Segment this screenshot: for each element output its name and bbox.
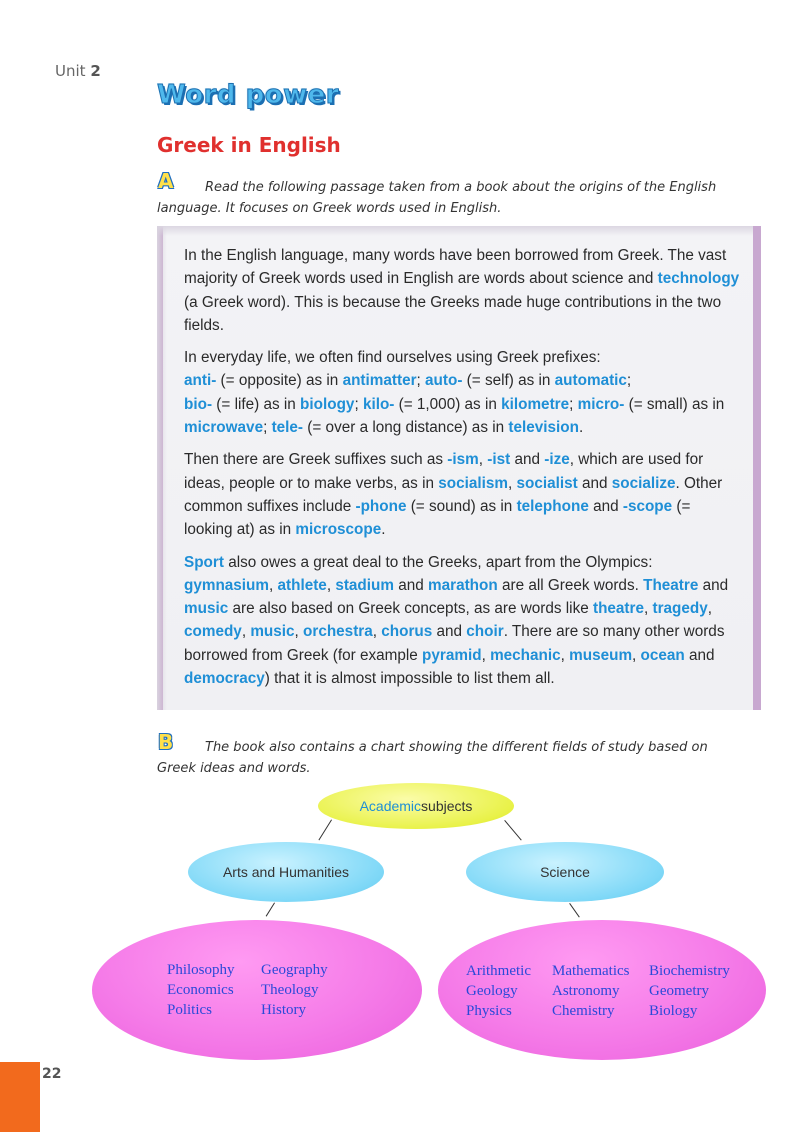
text: In the English language, many words have been borrowed from Greek. The vast majority of Greek words used in English are words about science and <box>184 247 727 288</box>
text: and <box>698 576 729 594</box>
text: and <box>432 623 467 641</box>
keyword: kilo- <box>362 395 395 413</box>
text: . Other common suffixes include <box>184 474 723 515</box>
science-col-1 <box>466 961 531 1021</box>
connector-line <box>569 903 580 918</box>
keyword: athlete <box>277 576 327 594</box>
subject: Politics <box>167 1002 213 1018</box>
text: also owes a great deal to the Greeks, apart from the Olympics: <box>223 553 653 571</box>
instruction-b: The book also contains a chart showing the different fields of study based on Greek ideas and words. <box>157 740 708 776</box>
text: ; <box>569 395 578 413</box>
keyword: micro- <box>577 395 625 413</box>
text: and <box>684 646 715 664</box>
keyword: museum <box>569 646 633 664</box>
connector-line <box>318 819 332 840</box>
text: , <box>560 646 570 664</box>
text: , which are used for ideas, people or to make verbs, as in <box>184 451 704 492</box>
text: , <box>372 623 382 641</box>
unit-number: 2 <box>90 62 101 80</box>
passage-paragraph-1 <box>184 244 740 337</box>
keyword: theatre <box>592 600 644 618</box>
text: , <box>241 623 251 641</box>
subject: Theology <box>261 982 319 998</box>
arts-col-1 <box>167 960 235 1020</box>
keyword: -phone <box>355 497 407 515</box>
text: ; <box>626 372 632 390</box>
keyword: antimatter <box>342 372 417 390</box>
passage-paragraph-4 <box>184 551 740 691</box>
science-col-3 <box>649 961 730 1021</box>
connector-line <box>504 820 522 841</box>
text: Then there are Greek suffixes such as <box>184 451 448 469</box>
subject: Astronomy <box>552 983 620 999</box>
text: In everyday life, we often find ourselves using Greek prefixes: <box>184 349 601 367</box>
keyword: microscope <box>295 521 382 539</box>
subject: Geometry <box>649 983 709 999</box>
text: ; <box>416 372 426 390</box>
keyword: choir <box>466 623 504 641</box>
keyword: Sport <box>184 553 224 571</box>
subject: Chemistry <box>552 1003 615 1019</box>
text: and <box>393 576 429 594</box>
text: . There are so many other words borrowed from Greek (for example <box>184 623 725 664</box>
passage-paragraph-3 <box>184 448 740 541</box>
keyword: marathon <box>428 576 498 594</box>
keyword: stadium <box>335 576 394 594</box>
text: (= self) as in <box>462 372 555 390</box>
arts-subjects-ellipse <box>92 920 422 1060</box>
badge-b: B <box>158 730 174 754</box>
subject: Biochemistry <box>649 963 730 979</box>
section-title: Greek in English <box>157 133 341 157</box>
keyword: technology <box>657 270 740 288</box>
text: (= over a long distance) as in <box>303 419 509 437</box>
keyword: auto- <box>425 372 463 390</box>
text: (= small) as in <box>624 395 725 413</box>
keyword: socialism <box>438 474 508 492</box>
keyword: Theatre <box>643 576 699 594</box>
page-title: Word power <box>157 80 340 110</box>
unit-label <box>55 62 101 80</box>
text: (= looking at) as in <box>184 497 691 539</box>
subject: Biology <box>649 1003 698 1019</box>
text: , <box>269 576 278 594</box>
keyword: gymnasium <box>184 576 270 594</box>
subject: Economics <box>167 982 234 998</box>
keyword: bio- <box>184 395 213 413</box>
keyword: automatic <box>554 372 627 390</box>
keyword: kilometre <box>501 395 570 413</box>
keyword: music <box>250 623 295 641</box>
keyword: mechanic <box>490 646 561 664</box>
text: are all Greek words. <box>497 576 644 594</box>
keyword: ocean <box>640 646 685 664</box>
subject: Arithmetic <box>466 963 531 979</box>
text: , <box>707 600 713 618</box>
keyword: socialize <box>611 474 676 492</box>
text: ; <box>354 395 363 413</box>
text: and <box>588 497 623 515</box>
text: are also based on Greek concepts, as are words like <box>228 600 593 618</box>
text: (= opposite) as in <box>216 372 343 390</box>
page-corner-bar <box>0 1062 40 1132</box>
keyword: -ist <box>487 451 511 469</box>
subject: Geography <box>261 962 328 978</box>
subject: Geology <box>466 983 518 999</box>
science-col-2 <box>552 961 629 1021</box>
root-accent: Academic <box>359 798 422 814</box>
text: . <box>578 419 584 437</box>
science-node: Science <box>466 842 664 902</box>
page-number: 22 <box>42 1066 62 1082</box>
arts-node: Arts and Humanities <box>188 842 384 902</box>
text: (= life) as in <box>212 395 301 413</box>
badge-a: A <box>158 169 174 193</box>
passage <box>184 244 740 699</box>
text: (= 1,000) as in <box>394 395 502 413</box>
keyword: socialist <box>516 474 578 492</box>
keyword: biology <box>300 395 355 413</box>
keyword: -ism <box>447 451 479 469</box>
keyword: music <box>184 600 229 618</box>
instruction-a: Read the following passage taken from a book about the origins of the English language. It focuses on Greek words used in English. <box>157 180 717 216</box>
keyword: -ize <box>544 451 570 469</box>
text: , <box>481 646 491 664</box>
chart-root-node <box>318 783 514 829</box>
passage-paragraph-2 <box>184 346 740 439</box>
keyword: democracy <box>184 670 265 688</box>
connector-line <box>266 902 275 916</box>
keyword: television <box>508 419 579 437</box>
keyword: -scope <box>622 497 673 515</box>
keyword: tele- <box>271 419 304 437</box>
keyword: tragedy <box>652 600 708 618</box>
text: , <box>326 576 336 594</box>
keyword: chorus <box>381 623 433 641</box>
subject: Philosophy <box>167 962 235 978</box>
keyword: comedy <box>184 623 242 641</box>
text: , <box>632 646 641 664</box>
subject: Mathematics <box>552 963 630 979</box>
root-rest: subjects <box>421 798 473 814</box>
text: (a Greek word). This is because the Greeks made huge contributions in the two fields. <box>184 293 722 334</box>
text: (= sound) as in <box>406 497 517 515</box>
text: . <box>381 521 386 539</box>
text: ) that it is almost impossible to list them all. <box>264 670 555 688</box>
subject: Physics <box>466 1003 512 1019</box>
text: ; <box>263 419 272 437</box>
keyword: pyramid <box>422 646 482 664</box>
text: and <box>510 451 545 469</box>
keyword: anti- <box>184 372 217 390</box>
text: , <box>644 600 653 618</box>
text: and <box>577 474 612 492</box>
subject: History <box>261 1002 306 1018</box>
text: , <box>507 474 517 492</box>
text: , <box>478 451 488 469</box>
keyword: telephone <box>516 497 589 515</box>
keyword: microwave <box>184 419 264 437</box>
unit-prefix: Unit <box>55 62 86 80</box>
text: , <box>294 623 304 641</box>
keyword: orchestra <box>303 623 373 641</box>
arts-col-2 <box>261 960 328 1020</box>
